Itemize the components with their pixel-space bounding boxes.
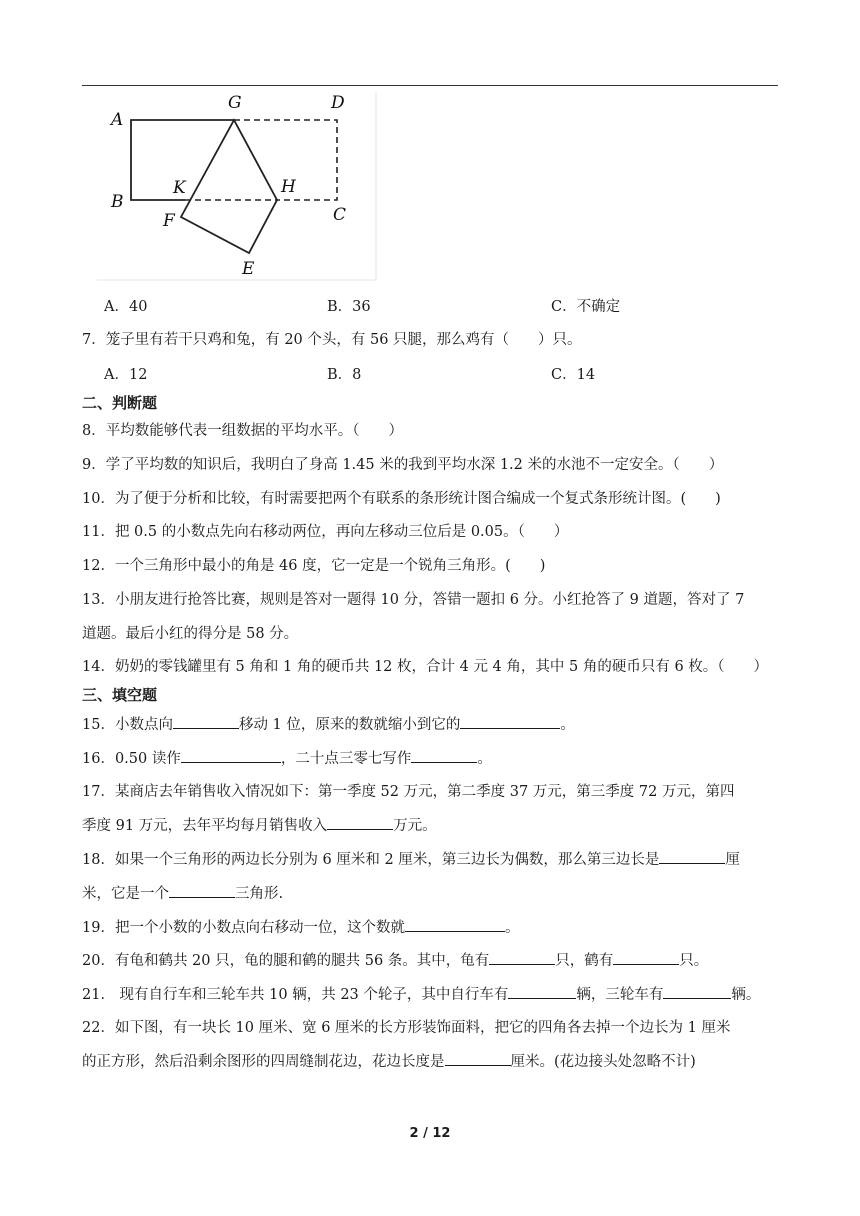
question-16 [82, 748, 782, 769]
answer-blank[interactable] [405, 917, 505, 932]
question-17-line-1: 17．某商店去年销售收入情况如下：第一季度 52 万元，第二季度 37 万元，第三季度 72 万元，第四 [82, 784, 735, 800]
question-18-line-1 [82, 849, 782, 870]
answer-blank[interactable] [489, 950, 555, 965]
answer-blank[interactable] [508, 984, 576, 999]
q16-text-1: 16．0.50 读作 [82, 751, 181, 767]
answer-blank[interactable] [181, 748, 281, 763]
q22-text-1: 的正方形，然后沿剩余图形的四周缝制花边，花边长度是 [82, 1054, 445, 1070]
q17-text-2: 万元。 [393, 818, 437, 834]
q7-option-c: C．14 [551, 367, 596, 383]
q20-text-3: 只。 [679, 953, 709, 969]
question-20 [82, 950, 782, 971]
q15-text-2: 移动 1 位，原来的数就缩小到它的 [238, 717, 461, 733]
label-H: H [281, 177, 296, 197]
label-F: F [163, 211, 175, 231]
question-11: 11．把 0.5 的小数点先向右移动两位，再向左移动三位后是 0.05。（ ） [82, 524, 569, 540]
q7-option-b: B．8 [327, 367, 362, 383]
label-G: G [228, 93, 242, 113]
label-E: E [242, 259, 255, 279]
answer-blank[interactable] [663, 984, 731, 999]
answer-blank[interactable] [460, 714, 560, 729]
q15-text-3: 。 [560, 717, 575, 733]
q16-text-2: ，二十点三零七写作 [280, 751, 412, 767]
q6-option-b: B．36 [327, 299, 371, 315]
section-heading-fill: 三、填空题 [82, 686, 158, 704]
question-21 [82, 984, 782, 1005]
question-22-line-2 [82, 1051, 782, 1072]
answer-blank[interactable] [445, 1051, 511, 1066]
q20-text-2: 只，鹤有 [555, 953, 614, 969]
q20-text-1: 20．有龟和鹤共 20 只，龟的腿和鹤的腿共 56 条。其中，龟有 [82, 953, 490, 969]
q21-text-2: 辆，三轮车有 [576, 987, 664, 1003]
q21-text-1: 21． 现有自行车和三轮车共 10 辆，共 23 个轮子，其中自行车有 [82, 987, 509, 1003]
question-7: 7．笼子里有若干只鸡和兔，有 20 个头，有 56 只腿，那么鸡有（ ）只。 [82, 332, 582, 348]
label-A: A [111, 110, 124, 130]
answer-blank[interactable] [327, 815, 393, 830]
label-C: C [333, 205, 347, 225]
label-B: B [111, 192, 124, 212]
q19-text-1: 19．把一个小数的小数点向右移动一位，这个数就 [82, 920, 405, 936]
answer-blank[interactable] [173, 714, 239, 729]
question-10: 10．为了便于分析和比较，有时需要把两个有联系的条形统计图合编成一个复式条形统计图。( ) [82, 491, 721, 507]
q18-text-4: 三角形. [235, 886, 284, 902]
question-22-line-1: 22．如下图，有一块长 10 厘米、宽 6 厘米的长方形装饰面料，把它的四角各去掉一个边长为 1 厘米 [82, 1020, 731, 1036]
label-K: K [173, 178, 186, 198]
answer-blank[interactable] [169, 883, 235, 898]
q15-text-1: 15．小数点向 [82, 717, 173, 733]
label-D: D [331, 93, 345, 113]
question-19 [82, 917, 782, 938]
answer-blank[interactable] [411, 748, 477, 763]
q21-text-3: 辆。 [731, 987, 761, 1003]
question-13-line-2: 道题。最后小红的得分是 58 分。 [82, 626, 299, 642]
q18-text-3: 米，它是一个 [82, 886, 169, 902]
q17-text-1: 季度 91 万元，去年平均每月销售收入 [82, 818, 328, 834]
q16-text-3: 。 [477, 751, 492, 767]
header-rule [82, 85, 778, 86]
answer-blank[interactable] [659, 849, 725, 864]
question-18-line-2 [82, 883, 782, 904]
question-12: 12．一个三角形中最小的角是 46 度，它一定是一个锐角三角形。( ) [82, 558, 546, 574]
answer-blank[interactable] [613, 950, 679, 965]
question-15 [82, 714, 782, 735]
q22-text-2: 厘米。(花边接头处忽略不计) [510, 1054, 696, 1070]
geometry-figure [97, 92, 377, 282]
q18-text-1: 18．如果一个三角形的两边长分别为 6 厘米和 2 厘米，第三边长为偶数，那么第三边长是 [82, 852, 660, 868]
question-17-line-2 [82, 815, 782, 836]
question-9: 9．学了平均数的知识后，我明白了身高 1.45 米的我到平均水深 1.2 米的水池不一定安全。（ ） [82, 457, 724, 473]
q7-option-a: A．12 [104, 367, 148, 383]
q6-option-c: C．不确定 [551, 299, 621, 315]
question-14: 14．奶奶的零钱罐里有 5 角和 1 角的硬币共 12 枚，合计 4 元 4 角，其中 5 角的硬币只有 6 枚。（ ） [82, 659, 769, 675]
question-8: 8．平均数能够代表一组数据的平均水平。（ ） [82, 423, 403, 439]
q19-text-2: 。 [504, 920, 520, 936]
question-13-line-1: 13．小朋友进行抢答比赛，规则是答对一题得 10 分，答错一题扣 6 分。小红抢答了 9 道题，答对了 7 [82, 592, 745, 608]
section-heading-judge: 二、判断题 [82, 394, 158, 412]
q6-option-a: A．40 [104, 299, 148, 315]
page-number: 2 / 12 [409, 1126, 451, 1141]
q18-text-2: 厘 [725, 852, 740, 868]
